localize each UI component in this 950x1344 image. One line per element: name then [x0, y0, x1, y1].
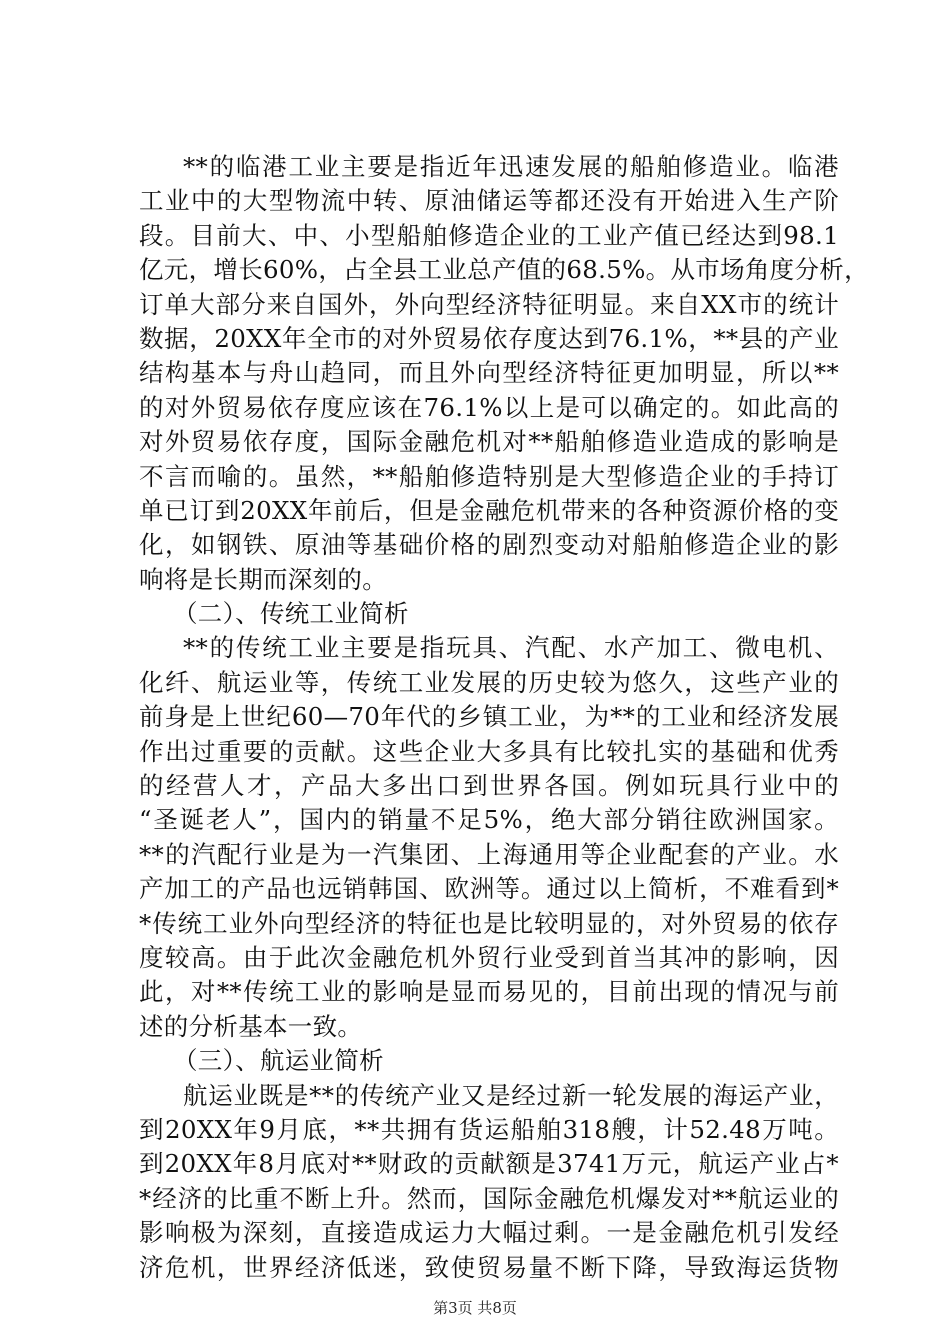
paragraph-line: 此，对**传统工业的影响是显而易见的，目前出现的情况与前 — [139, 977, 839, 1007]
paragraph-line: 工业中的大型物流中转、原油储运等都还没有开始进入生产阶 — [139, 186, 839, 216]
paragraph-line: 不言而喻的。虽然，**船舶修造特别是大型修造企业的手持订 — [139, 461, 839, 491]
section-heading: （二）、传统工业简析 — [173, 599, 409, 629]
paragraph-line: 述的分析基本一致。 — [139, 1011, 363, 1041]
paragraph-line: 段。目前大、中、小型船舶修造企业的工业产值已经达到98.1 — [139, 220, 839, 250]
section-heading: （三）、航运业简析 — [173, 1046, 384, 1076]
paragraph-line: 订单大部分来自国外，外向型经济特征明显。来自XX市的统计 — [139, 289, 839, 319]
paragraph-line: **的临港工业主要是指近年迅速发展的船舶修造业。临港 — [183, 152, 839, 181]
paragraph-line: 响将是长期而深刻的。 — [139, 564, 387, 594]
paragraph-line: 航运业既是**的传统产业又是经过新一轮发展的海运产业， — [183, 1080, 839, 1110]
paragraph-line: *经济的比重不断上升。然而，国际金融危机爆发对**航运业的 — [139, 1183, 839, 1213]
paragraph-line: 化，如钢铁、原油等基础价格的剧烈变动对船舶修造企业的影 — [139, 530, 839, 560]
paragraph-line: 作出过重要的贡献。这些企业大多具有比较扎实的基础和优秀 — [139, 736, 839, 766]
page-number-footer: 第3页 共8页 — [433, 1299, 517, 1317]
paragraph-line: **的传统工业主要是指玩具、汽配、水产加工、微电机、 — [183, 633, 839, 663]
paragraph-line: 对外贸易依存度，国际金融危机对**船舶修造业造成的影响是 — [139, 427, 839, 457]
paragraph-line: 的对外贸易依存度应该在76.1%以上是可以确定的。如此高的 — [139, 392, 839, 422]
paragraph-line: 化纤、航运业等，传统工业发展的历史较为悠久，这些产业的 — [139, 667, 839, 697]
paragraph-line: 产加工的产品也远销韩国、欧洲等。通过以上简析，不难看到* — [139, 874, 839, 904]
paragraph-line: 度较高。由于此次金融危机外贸行业受到首当其冲的影响，因 — [139, 942, 839, 972]
paragraph-line: 的经营人才，产品大多出口到世界各国。例如玩具行业中的 — [139, 771, 839, 801]
paragraph-line: 亿元，增长60%，占全县工业总产值的68.5%。从市场角度分析， — [139, 255, 869, 285]
paragraph-line: 数据，20XX年全市的对外贸易依存度达到76.1%，**县的产业 — [139, 323, 839, 353]
paragraph-line: *传统工业外向型经济的特征也是比较明显的，对外贸易的依存 — [139, 908, 839, 938]
paragraph-line: “圣诞老人”，国内的销量不足5%，绝大部分销往欧洲国家。 — [139, 805, 839, 835]
paragraph-line: 到20XX年9月底，**共拥有货运船舶318艘，计52.48万吨。 — [139, 1114, 839, 1144]
paragraph-line: **的汽配行业是为一汽集团、上海通用等企业配套的产业。水 — [139, 839, 839, 869]
paragraph-line: 前身是上世纪60—70年代的乡镇工业，为**的工业和经济发展 — [139, 702, 839, 732]
paragraph-line: 济危机，世界经济低迷，致使贸易量不断下降，导致海运货物 — [139, 1252, 839, 1282]
paragraph-line: 单已订到20XX年前后，但是金融危机带来的各种资源价格的变 — [139, 495, 839, 525]
paragraph-line: 到20XX年8月底对**财政的贡献额是3741万元，航运产业占* — [139, 1149, 839, 1179]
document-body — [139, 150, 869, 1285]
paragraph-line: 影响极为深刻，直接造成运力大幅过剩。一是金融危机引发经 — [139, 1218, 839, 1248]
paragraph-line: 结构基本与舟山趋同，而且外向型经济特征更加明显，所以** — [139, 358, 839, 388]
